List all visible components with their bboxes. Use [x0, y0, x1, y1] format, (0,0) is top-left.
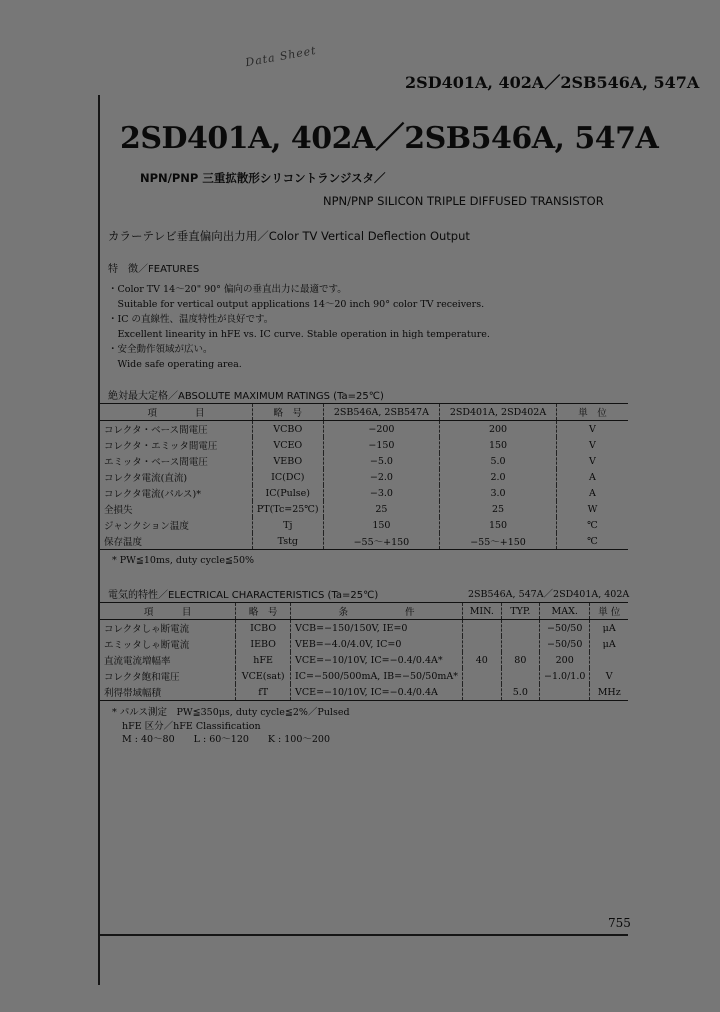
- main-title: 2SD401A, 402A／2SB546A, 547A: [120, 121, 659, 156]
- cell: [590, 652, 628, 668]
- cell: 利得帯域幅積: [100, 684, 236, 701]
- cell: 5.0: [501, 684, 539, 701]
- bottom-rule: [98, 934, 628, 936]
- elec-device-label: 2SB546A, 547A／2SD401A, 402A: [468, 589, 630, 600]
- cell: −5.0: [323, 453, 440, 469]
- table-row: [100, 469, 628, 485]
- cell: ℃: [556, 517, 628, 533]
- cell: [463, 636, 502, 652]
- cell: ℃: [556, 533, 628, 550]
- cell: V: [556, 453, 628, 469]
- table-row: [100, 684, 628, 701]
- cell: −55〜+150: [323, 533, 440, 550]
- cell: −50/50: [540, 636, 590, 652]
- cell: コレクタ電流(直流): [104, 473, 188, 484]
- cell: Tstg: [252, 533, 323, 550]
- col-header: 項 目: [100, 404, 252, 421]
- cell: V: [556, 421, 628, 438]
- table-row: [100, 652, 628, 668]
- cell: VEB=−4.0/4.0V, IC=0: [291, 636, 463, 652]
- cell: 25: [440, 501, 557, 517]
- cell: VCE=−10/10V, IC=−0.4/0.4A: [291, 684, 463, 701]
- col-header: 単 位: [590, 603, 628, 620]
- cell: VCB=−150/150V, IE=0: [291, 620, 463, 637]
- cell: VCE=−10/10V, IC=−0.4/0.4A*: [291, 652, 463, 668]
- cell: IC=−500/500mA, IB=−50/50mA*: [291, 668, 463, 684]
- cell: 直流電流増幅率: [104, 656, 171, 667]
- subtitle-japanese: NPN/PNP 三重拡散形シリコントランジスタ／: [140, 171, 386, 185]
- cell: [463, 684, 502, 701]
- col-header: TYP.: [501, 603, 539, 620]
- table-header-row: [100, 603, 628, 620]
- cell: VCE(sat): [236, 668, 291, 684]
- cell: μA: [590, 636, 628, 652]
- cell: コレクタ電流(パルス)*: [104, 489, 201, 500]
- cell: V: [556, 437, 628, 453]
- cell: 25: [323, 501, 440, 517]
- cell: 全損失: [104, 505, 133, 516]
- cell: V: [590, 668, 628, 684]
- abs-max-heading: 絶対最大定格／ABSOLUTE MAXIMUM RATINGS (Ta=25℃): [108, 391, 384, 402]
- cell: MHz: [590, 684, 628, 701]
- cell: 80: [501, 652, 539, 668]
- table-row: [100, 437, 628, 453]
- cell: −50/50: [540, 620, 590, 637]
- cell: 200: [540, 652, 590, 668]
- cell: hFE: [236, 652, 291, 668]
- cell: A: [556, 485, 628, 501]
- feature-line: Excellent linearity in hFE vs. IC curve. Stable operation in high temperature.: [108, 329, 490, 340]
- cell: 200: [440, 421, 557, 438]
- header-part-number: 2SD401A, 402A／2SB546A, 547A: [405, 73, 700, 92]
- elec-note: * パルス測定 PW≦350μs, duty cycle≦2%／Pulsed: [112, 707, 350, 718]
- cell: [463, 668, 502, 684]
- table-row: [100, 668, 628, 684]
- cell: A: [556, 469, 628, 485]
- cell: IC(Pulse): [252, 485, 323, 501]
- col-header: 略 号: [236, 603, 291, 620]
- cell: μA: [590, 620, 628, 637]
- handwritten-stamp: Data Sheet: [244, 43, 318, 70]
- page-number: 755: [608, 916, 631, 930]
- features-heading: 特 徴／FEATURES: [108, 264, 200, 275]
- col-header: 項 目: [100, 603, 236, 620]
- col-header: 2SB546A, 2SB547A: [323, 404, 440, 421]
- feature-line: ・Color TV 14〜20" 90° 偏向の垂直出力に最適です。: [108, 284, 347, 295]
- cell: −3.0: [323, 485, 440, 501]
- feature-line: Wide safe operating area.: [108, 359, 242, 370]
- cell: 2.0: [440, 469, 557, 485]
- table-row: [100, 501, 628, 517]
- col-header: MAX.: [540, 603, 590, 620]
- cell: [463, 620, 502, 637]
- cell: ICBO: [236, 620, 291, 637]
- feature-line: Suitable for vertical output applications 14〜20 inch 90° color TV receivers.: [108, 299, 485, 310]
- table-row: [100, 620, 628, 637]
- cell: VCEO: [252, 437, 323, 453]
- application-line: カラーテレビ垂直偏向出力用／Color TV Vertical Deflection Output: [108, 229, 470, 243]
- feature-line: ・安全動作領域が広い。: [108, 344, 213, 355]
- cell: [501, 668, 539, 684]
- table-row: [100, 453, 628, 469]
- cell: [540, 684, 590, 701]
- cell: −2.0: [323, 469, 440, 485]
- abs-max-note: * PW≦10ms, duty cycle≦50%: [112, 555, 255, 566]
- cell: IEBO: [236, 636, 291, 652]
- cell: 150: [323, 517, 440, 533]
- cell: −55〜+150: [440, 533, 557, 550]
- cell: ジャンクション温度: [104, 521, 189, 532]
- elec-heading: 電気的特性／ELECTRICAL CHARACTERISTICS (Ta=25℃): [108, 590, 379, 601]
- cell: −1.0/1.0: [540, 668, 590, 684]
- table-header-row: [100, 404, 628, 421]
- cell: VCBO: [252, 421, 323, 438]
- col-header: 単 位: [556, 404, 628, 421]
- cell: コレクタ・エミッタ間電圧: [104, 441, 218, 452]
- table-row: [100, 517, 628, 533]
- cell: 40: [463, 652, 502, 668]
- col-header: 略 号: [252, 404, 323, 421]
- elec-note: hFE 区分／hFE Classification: [122, 721, 261, 732]
- abs-max-table: [100, 403, 628, 550]
- cell: コレクタ・ベース間電圧: [104, 425, 208, 436]
- cell: 150: [440, 437, 557, 453]
- cell: エミッタ・ベース間電圧: [104, 457, 208, 468]
- cell: W: [556, 501, 628, 517]
- table-row: [100, 421, 628, 438]
- cell: コレクタしゃ断電流: [104, 624, 190, 635]
- cell: [501, 636, 539, 652]
- cell: −200: [323, 421, 440, 438]
- cell: [501, 620, 539, 637]
- cell: コレクタ飽和電圧: [104, 672, 180, 683]
- elec-note: M : 40〜80 L : 60〜120 K : 100〜200: [122, 734, 331, 745]
- cell: PT(Tc=25℃): [252, 501, 323, 517]
- feature-line: ・IC の直線性、温度特性が良好です。: [108, 314, 274, 325]
- cell: IC(DC): [252, 469, 323, 485]
- cell: VEBO: [252, 453, 323, 469]
- col-header: MIN.: [463, 603, 502, 620]
- cell: −150: [323, 437, 440, 453]
- col-header: 条 件: [291, 603, 463, 620]
- table-row: [100, 636, 628, 652]
- cell: Tj: [252, 517, 323, 533]
- col-header: 2SD401A, 2SD402A: [440, 404, 557, 421]
- cell: fT: [236, 684, 291, 701]
- cell: 3.0: [440, 485, 557, 501]
- table-row: [100, 533, 628, 550]
- cell: 150: [440, 517, 557, 533]
- cell: 保存温度: [100, 533, 252, 550]
- table-row: [100, 485, 628, 501]
- subtitle-english: NPN/PNP SILICON TRIPLE DIFFUSED TRANSISTOR: [323, 194, 604, 208]
- cell: 5.0: [440, 453, 557, 469]
- elec-table: [100, 602, 628, 701]
- cell: エミッタしゃ断電流: [104, 640, 190, 651]
